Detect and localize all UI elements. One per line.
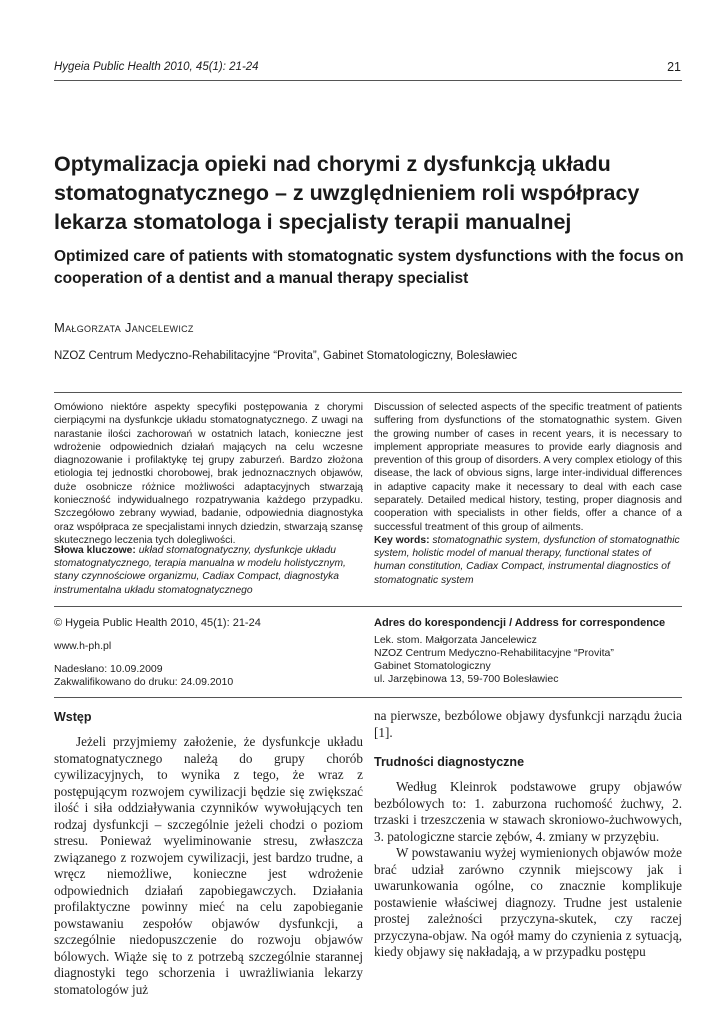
diagnostics-paragraph-2: W powstawaniu wyżej wymienionych objawów może brać udział zarówno czynnik miejscowy jak i uwarunkowania ogólne, co znacznie komplikuje postawienie właściwej diagnozy. Trudne jest ustalenie prostej zależności przyczyna-skutek, czy raczej przyczyna-objaw. Na ogół mamy do czynienia z sytuacją, kiedy objawy się nakładają, a w przypadku postępu (374, 845, 682, 959)
received-date: Nadesłano: 10.09.2009 (54, 663, 163, 675)
intro-paragraph: Jeżeli przyjmiemy założenie, że dysfunkcje układu stomatognatycznego należą do grupy chorób cywilizacyjnych, to wynika z tego, że wraz z postępującym rozwojem cywilizacji będzie się zwiększać ilość i siła oddziaływania czynników wywołujących ten rodzaj dysfunkcji – szczególnie jeżeli chodzi o poziom stresu. Ponieważ wyeliminowanie stresu, zwłaszcza związanego z rozwojem cywilizacji, jest bardzo trudne, a wręcz niemożliwe, konieczne jest wdrożenie odpowiednich działań zapobiegawczych. Działania profilaktyczne powinny mieć na celu zapobieganie powstawaniu zespołów objawów dysfunkcji, a szczególnie niedopuszczenie do rozwoju objawów bólowych. Wiąże się to z potrzebą szczególnie starannej diagnostyki tego schorzenia i uwrażliwiania lekarzy stomatologów już (54, 734, 363, 997)
correspondence-line: Lek. stom. Małgorzata Jancelewicz (374, 634, 537, 646)
author: Małgorzata Jancelewicz (54, 320, 194, 335)
correspondence-line: Gabinet Stomatologiczny (374, 660, 491, 672)
keywords-polish-text: układ stomatognatyczny, dysfunkcje układu stomatognatycznego, terapia manualna w modelu holistycznym, stany czynnościowe organizmu, Cadiax Compact, diagnostyka instrumentalna układu stomatognatycznego (54, 545, 346, 596)
correspondence-line: ul. Jarzębinowa 13, 59-700 Bolesławiec (374, 673, 559, 685)
abstract-top-rule (54, 392, 682, 393)
correspondence-line: NZOZ Centrum Medyczno-Rehabilitacyjne “Provita” (374, 647, 614, 659)
abstract-polish: Omówiono niektóre aspekty specyfiki postępowania z chorymi cierpiącymi na dysfunkcje układu stomatognatycznego. Z uwagi na narastanie ilości zachorowań w ostatnich latach, konieczne jest wdrożenie odpowiednich działań mających na celu wczesne diagnozowanie i profilaktykę tej grupy zaburzeń. Bardzo złożona etiologia tej jednostki chorobowej, brak jednoznacznych objawów, duże osobnicze różnice możliwości adaptacyjnych stwarzają konieczność indywidualnego rozpatrywania każdego przypadku. Szczegółowo zebrany wywiad, badanie, odpowiednia diagnostyka oraz współpraca ze specjalistami innych dziedzin, stwarzają szansę skutecznego leczenia tych dolegliwości. (54, 402, 363, 546)
left-column (54, 710, 363, 998)
keywords-polish-label: Słowa kluczowe: (54, 545, 136, 556)
body-top-rule (54, 697, 682, 698)
header-rule (54, 80, 682, 81)
keywords-english-text: stomatognathic system, dysfunction of stomatognathic system, holistic model of manual therapy, functional states of human constitution, Cadiax Compact, instrumental diagnostics of stomatognatic system (374, 535, 680, 586)
intro-continuation: na pierwsze, bezbólowe objawy dysfunkcji narządu żucia [1]. (374, 708, 682, 740)
diagnostics-paragraph-1: Według Kleinrok podstawowe grupy objawów bezbólowych to: 1. zaburzona ruchomość żuchwy, 2. trzaski i trzeszczenia w stawach skroniowo-żuchwowych, 3. patologiczne starcie zębów, 4. zmiany w przyzębiu. (374, 779, 682, 844)
keywords-polish (54, 544, 363, 597)
keywords-english (374, 534, 682, 587)
right-column (374, 708, 682, 961)
website-link[interactable]: www.h-ph.pl (54, 640, 112, 652)
title-polish: Optymalizacja opieki nad chorymi z dysfunkcją układu stomatognatycznego – z uwzględnieniem roli współpracy lekarza stomatologa i specjalisty terapii manualnej (54, 152, 640, 234)
title-english: Optimized care of patients with stomatognatic system dysfunctions with the focus on cooperation of a dentist and a manual therapy specialist (54, 248, 684, 287)
keywords-english-label: Key words: (374, 535, 430, 546)
affiliation: NZOZ Centrum Medyczno-Rehabilitacyjne “Provita”, Gabinet Stomatologiczny, Bolesławiec (54, 350, 518, 362)
accepted-date: Zakwalifikowano do druku: 24.09.2010 (54, 676, 234, 688)
abstract-english: Discussion of selected aspects of the specific treatment of patients suffering from dysfunctions of the stomatognathic system. Given the growing number of cases in recent years, it is necessary to implement appropriate measures to provide early diagnosis and prevention of this group of disorders. A very complex etiology of this disease, the lack of obvious signs, large inter-individual differences in adaptive capacity make it necessary to deal with each case separately. Detailed medical history, testing, proper diagnosis and cooperation with specialists in other fields, offer a chance of a successful treatment of this group of ailments. (374, 402, 682, 533)
correspondence-title: Adres do korespondencji / Address for correspondence (374, 617, 666, 629)
section-heading-intro: Wstęp (54, 710, 92, 724)
correspondence (374, 617, 682, 686)
page-number: 21 (667, 60, 681, 74)
copyright: © Hygeia Public Health 2010, 45(1): 21-24 (54, 617, 261, 629)
section-heading-diagnostics: Trudności diagnostyczne (374, 755, 525, 769)
publication-info (54, 617, 363, 689)
running-head: Hygeia Public Health 2010, 45(1): 21-24 (54, 61, 259, 73)
info-top-rule (54, 606, 682, 607)
